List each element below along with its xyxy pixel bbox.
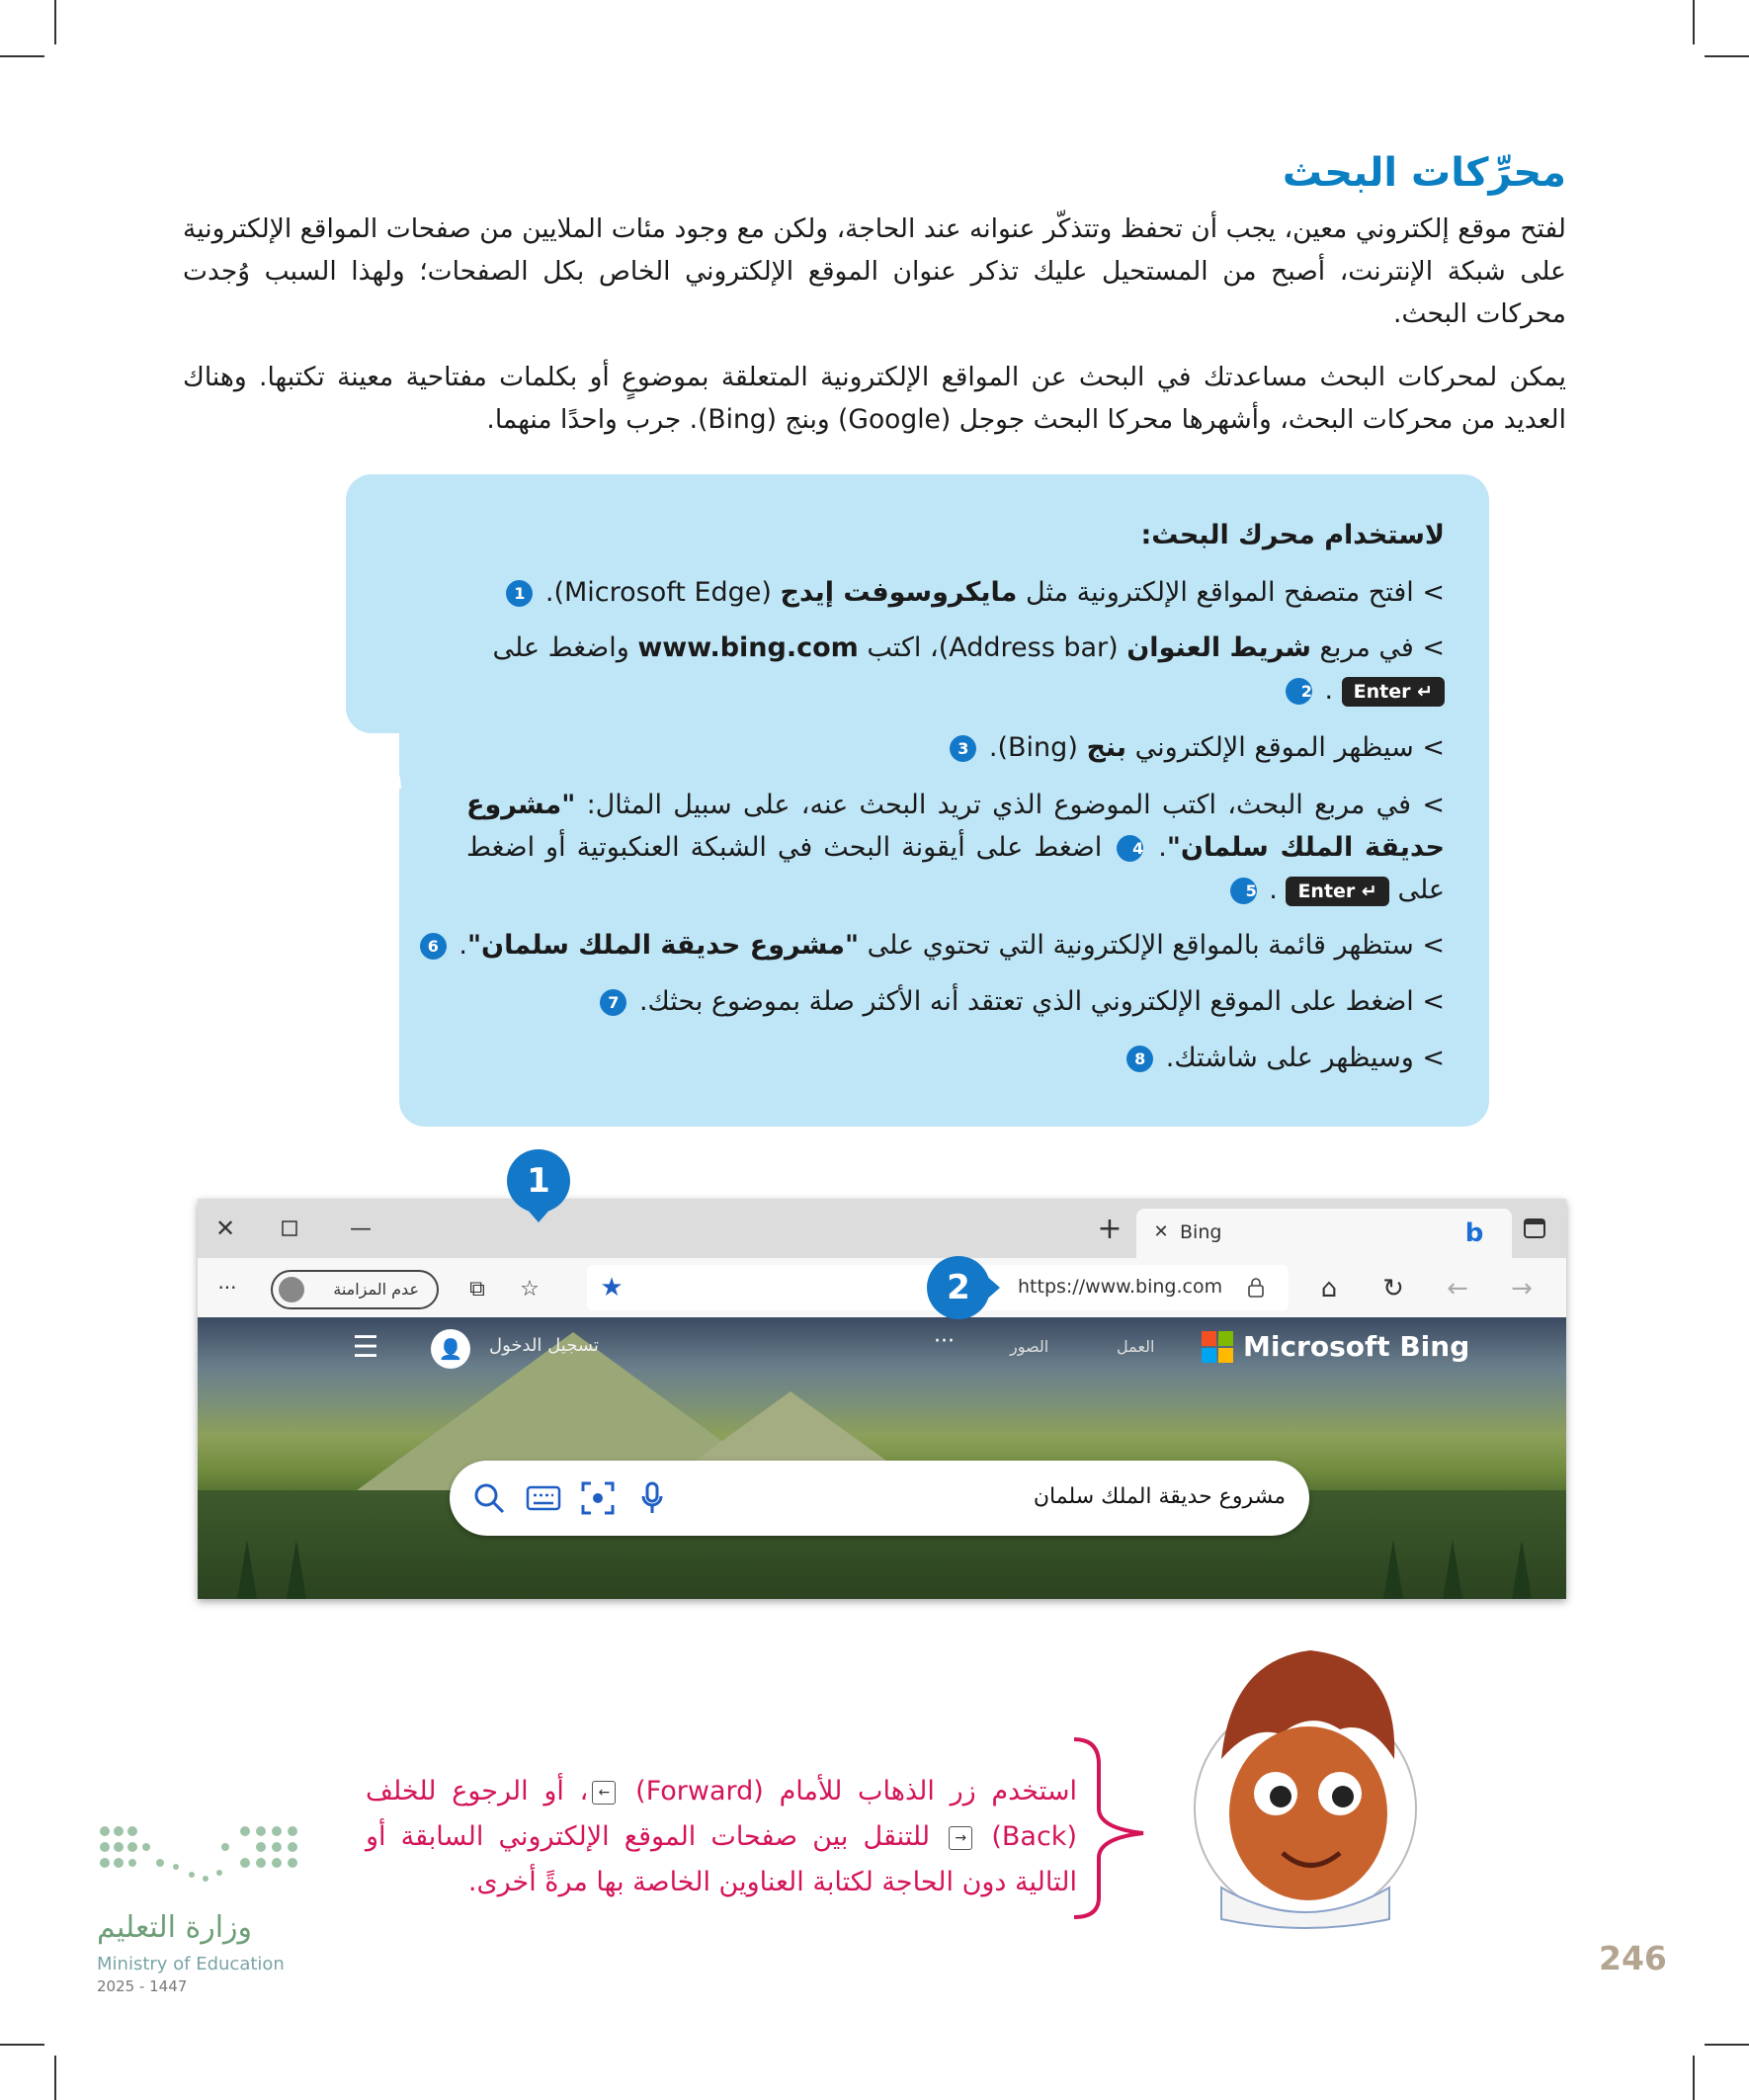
brand-name: Microsoft Bing	[1243, 1330, 1470, 1363]
enter-key: Enter ↵	[1342, 677, 1445, 707]
step-text: (Address bar)، اكتب	[858, 632, 1127, 663]
step-text: (Bing).	[988, 732, 1087, 763]
bullet: >	[1422, 577, 1445, 608]
bullet: >	[1422, 930, 1445, 961]
close-tab-icon[interactable]: ✕	[1153, 1220, 1169, 1242]
step-text: اضغط على أيقونة البحث في الشبكة العنكبوتية أو اضغط على	[466, 832, 1445, 905]
home-icon[interactable]: ⌂	[1320, 1274, 1338, 1303]
microphone-icon[interactable]	[632, 1478, 672, 1518]
tree-shape	[1383, 1540, 1403, 1599]
step-4: > في مربع البحث، اكتب الموضوع الذي تريد البحث عنه، على سبيل المثال: "مشروع حديقة الملك سلمان". 4 اضغط على أيقونة البحث في الشبكة العنكبوتية أو اضغط على Enter ↵ . 5	[466, 790, 1445, 905]
bullet: >	[1422, 986, 1445, 1017]
search-query-text: مشروع حديقة الملك سلمان	[1033, 1484, 1286, 1509]
step-6	[416, 924, 1445, 966]
tip-part: للتنقل بين صفحات الموقع الإلكتروني السابقة أو التالية دون الحاجة لكتابة العناوين الخاصة بها مرةً أخرى.	[366, 1821, 1077, 1897]
section-title: محرِّكات البحث	[1282, 150, 1566, 196]
tip-bracket	[1069, 1734, 1158, 1922]
page-number: 246	[1599, 1939, 1667, 1977]
profile-label: عدم المزامنة	[333, 1280, 419, 1299]
bullet: >	[1422, 732, 1445, 763]
step-number: 4	[1117, 835, 1143, 862]
favorites-list-icon[interactable]: ☆	[520, 1276, 540, 1302]
tip-part: ، أو الرجوع للخلف (Back)	[366, 1776, 1077, 1852]
steps-box-notch	[346, 733, 401, 789]
step-number: 7	[600, 989, 626, 1016]
step-8	[1123, 1037, 1445, 1079]
callout-1: 1	[507, 1149, 570, 1213]
crop-mark	[0, 2044, 44, 2046]
tab-title: Bing	[1180, 1221, 1222, 1243]
new-tab-icon[interactable]: +	[1097, 1211, 1123, 1246]
step-bold: "مشروع حديقة الملك سلمان"	[466, 930, 860, 961]
search-icon[interactable]	[469, 1478, 509, 1518]
close-window-icon[interactable]: ✕	[214, 1215, 236, 1242]
crop-mark	[1705, 55, 1749, 57]
bullet: >	[1422, 632, 1445, 663]
crop-mark	[1693, 0, 1695, 44]
crop-mark	[54, 0, 56, 44]
favorite-star-icon[interactable]: ★	[600, 1273, 624, 1302]
signin-avatar-icon[interactable]: 👤	[431, 1329, 470, 1369]
ministry-arabic-name: وزارة التعليم	[97, 1910, 253, 1945]
crop-mark	[0, 55, 44, 57]
keyboard-icon[interactable]	[524, 1478, 563, 1518]
step-number: 6	[420, 933, 447, 960]
tab-actions-icon[interactable]	[1517, 1211, 1552, 1246]
url-text: https://www.bing.com	[1018, 1276, 1223, 1298]
step-bold: بنج	[1086, 732, 1127, 763]
ministry-logo	[97, 1823, 314, 1995]
step-bold: مايكروسوفت إيدج	[780, 577, 1018, 608]
bing-logo-icon: b	[1464, 1218, 1484, 1248]
tree-shape	[1443, 1540, 1462, 1599]
crop-mark	[1693, 2056, 1695, 2100]
tab-bar	[198, 1199, 1566, 1258]
crop-mark	[1705, 2044, 1749, 2046]
intro-paragraph: لفتح موقع إلكتروني معين، يجب أن تحفظ وتتذكّر عنوانه عند الحاجة، ولكن مع وجود مئات الملايين من صفحات المواقع الإلكترونية على شبكة الإنترنت، أصبح من المستحيل عليك تذكر عنوان الموقع الإلكتروني الخاص بكل الصفحات؛ ولهذا السبب وُجدت محركات البحث.	[183, 213, 1566, 329]
browser-window	[198, 1199, 1566, 1599]
tree-shape	[287, 1540, 306, 1599]
step-text: (Microsoft Edge).	[544, 577, 781, 608]
boy-character	[1192, 1640, 1419, 1947]
ministry-english-name: Ministry of Education	[97, 1954, 285, 1974]
hamburger-menu-icon[interactable]: ☰	[352, 1329, 379, 1365]
more-menu-icon[interactable]: ···	[217, 1276, 237, 1300]
step-3	[946, 726, 1445, 769]
back-arrow-icon[interactable]: ←	[1447, 1274, 1468, 1303]
refresh-icon[interactable]: ↻	[1382, 1274, 1404, 1303]
forward-key-icon: ←	[592, 1781, 616, 1805]
step-1	[502, 571, 1445, 614]
bing-hero-image	[198, 1317, 1566, 1599]
step-text: وسيظهر على شاشتك.	[1165, 1043, 1414, 1073]
nav-work[interactable]: العمل	[1117, 1337, 1155, 1356]
visual-search-icon[interactable]	[578, 1478, 618, 1518]
step-number: 8	[1126, 1046, 1153, 1072]
ministry-year: 2025 - 1447	[97, 1977, 188, 1995]
bullet: >	[1422, 790, 1445, 820]
minimize-icon[interactable]: —	[350, 1216, 372, 1241]
step-number: 1	[506, 580, 533, 607]
step-2: > في مربع شريط العنوان (Address bar)، اكتب www.bing.com واضغط على Enter ↵ . 2	[492, 632, 1445, 706]
step-bold: "مشروع حديقة الملك سلمان"	[466, 790, 1445, 863]
address-bar-row	[198, 1258, 1566, 1319]
step-text: ستظهر قائمة بالمواقع الإلكترونية التي تحتوي على	[859, 930, 1414, 961]
callout-2: 2	[927, 1256, 990, 1319]
collections-icon[interactable]: ⧉	[469, 1276, 485, 1302]
tree-shape	[237, 1540, 257, 1599]
step-bold: شريط العنوان	[1126, 632, 1311, 663]
crop-mark	[54, 2056, 56, 2100]
steps-title: لاستخدام محرك البحث:	[1140, 520, 1445, 550]
tip-part: استخدم زر الذهاب للأمام (Forward)	[635, 1776, 1078, 1806]
lock-icon[interactable]	[1241, 1273, 1271, 1302]
avatar	[279, 1277, 304, 1302]
step-number: 5	[1230, 878, 1257, 904]
microsoft-logo-icon	[1202, 1331, 1233, 1363]
callout-2-pointer	[984, 1274, 1000, 1302]
enter-key: Enter ↵	[1286, 877, 1388, 906]
step-text: واضغط على	[492, 632, 638, 663]
nav-images[interactable]: الصور	[1010, 1337, 1049, 1356]
back-key-icon: →	[949, 1826, 972, 1850]
step-number: 2	[1286, 678, 1312, 705]
bing-search-box[interactable]	[450, 1461, 1309, 1536]
step-bold: www.bing.com	[637, 632, 859, 663]
bullet: >	[1422, 1043, 1445, 1073]
step-text: اضغط على الموقع الإلكتروني الذي تعتقد أنه الأكثر صلة بموضوع بحثك.	[638, 986, 1414, 1017]
callout-1-pointer	[525, 1207, 552, 1222]
tree-shape	[1512, 1540, 1532, 1599]
step-7	[596, 980, 1445, 1023]
step-text: سيظهر الموقع الإلكتروني	[1126, 732, 1414, 763]
step-text: .	[1147, 832, 1167, 863]
signin-link[interactable]: تسجيل الدخول	[489, 1335, 599, 1356]
tip-text	[366, 1769, 1077, 1905]
sync-profile-button[interactable]	[271, 1270, 439, 1309]
more-nav[interactable]: ···	[934, 1329, 955, 1354]
dots-emblem-icon	[97, 1823, 309, 1902]
search-engines-paragraph: يمكن لمحركات البحث مساعدتك في البحث عن المواقع الإلكترونية المتعلقة بموضوعٍ أو بكلمات مفتاحية معينة تكتبها. وهناك العديد من محركات البحث، وأشهرها محركا البحث جوجل (Google) وبنج (Bing). جرب واحدًا منهما.	[183, 362, 1566, 435]
step-text: في مربع	[1310, 632, 1414, 663]
step-text: افتح متصفح المواقع الإلكترونية مثل	[1017, 577, 1414, 608]
forward-arrow-icon[interactable]: →	[1511, 1274, 1533, 1303]
step-text: في مربع البحث، اكتب الموضوع الذي تريد البحث عنه، على سبيل المثال:	[575, 790, 1412, 820]
step-text: .	[458, 930, 467, 961]
maximize-icon[interactable]	[272, 1211, 307, 1246]
step-number: 3	[950, 735, 976, 762]
tab-bing[interactable]	[1136, 1209, 1512, 1258]
